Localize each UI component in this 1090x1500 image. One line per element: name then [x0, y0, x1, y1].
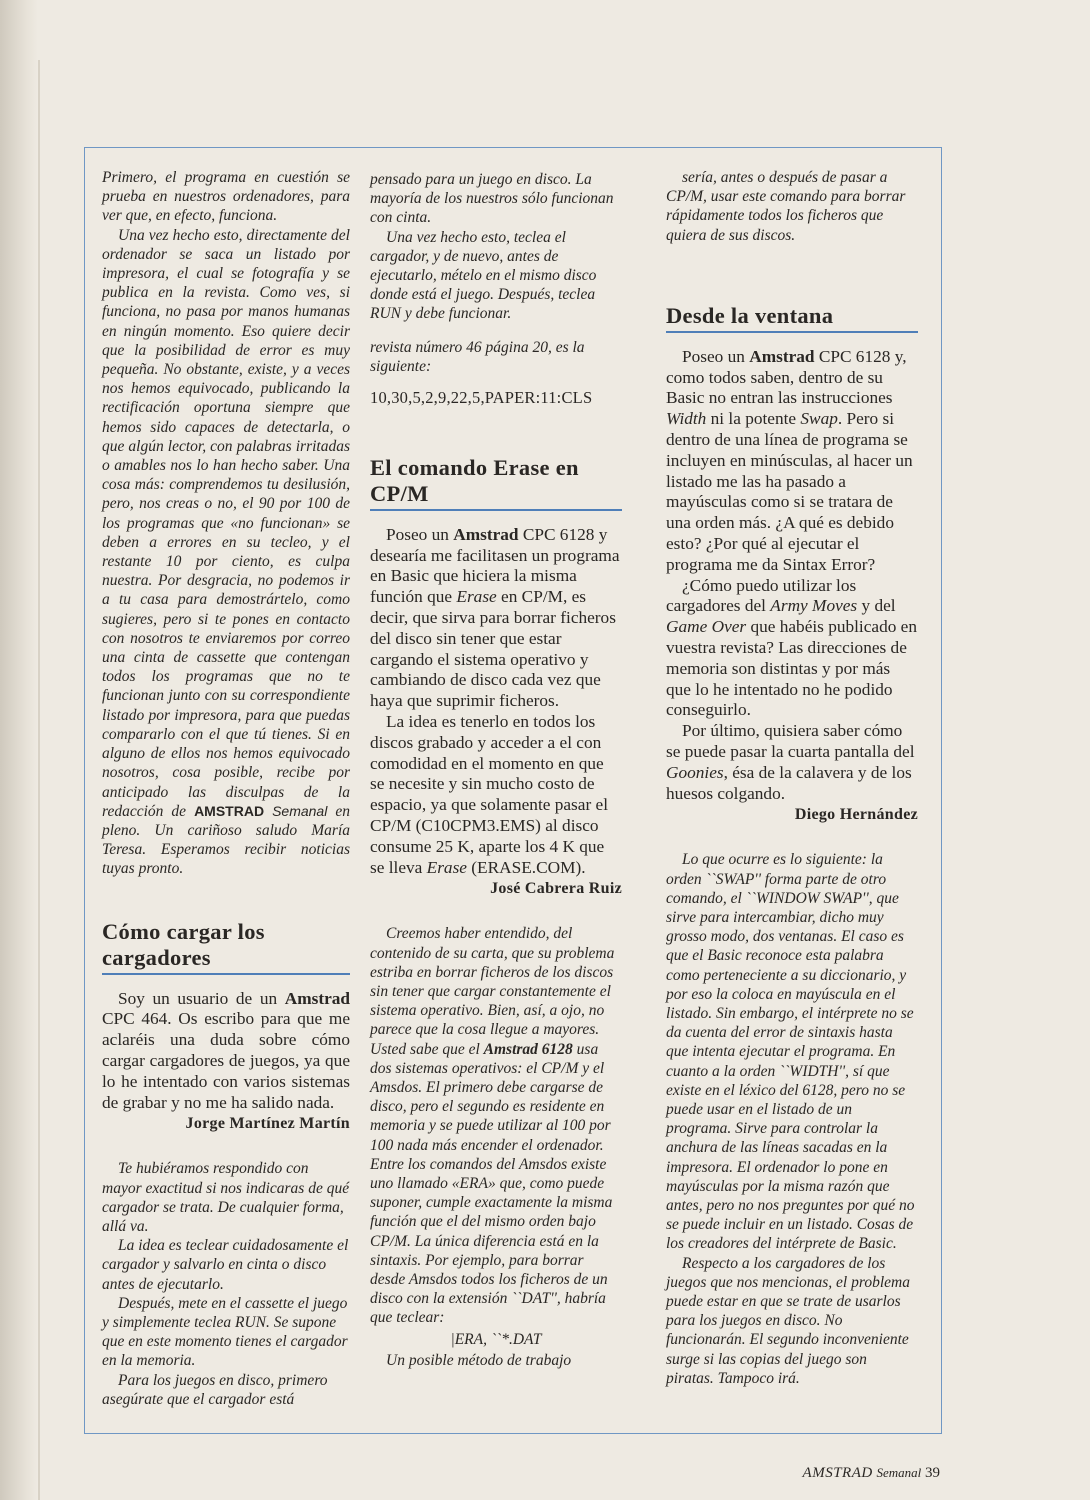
section-title-cargadores: Cómo cargar los cargadores — [102, 919, 350, 975]
reply-paragraph: Creemos haber entendido, del contenido de su carta, que su problema estriba en borrar ficheros de los discos sin tener que cargar constantemente el sistema operativo. Bien, así, a ojo, no parece que la cosa llegue a mayores. Usted sabe que el Amstrad 6128 usa dos sistemas operativos: el CP/M y el Amsdos. El primero debe cargarse de disco, pero el segundo es residente en memoria y se puede utilizar al 100 por 100 nada más encender el ordenador. Entre los comandos del Amsdos existe uno llamado «ERA» que, como puede suponer, cumple exactamente la misma función que el del mismo orden bajo CP/M. La única diferencia está en la sintaxis. Por ejemplo, para borrar desde Amsdos todos los ficheros de un disco con la extensión ``DAT'', habría que teclear: — [370, 925, 615, 1327]
page-footer — [803, 1465, 940, 1482]
magazine-name-semanal: Semanal — [272, 802, 328, 819]
section-title-ventana: Desde la ventana — [666, 303, 918, 333]
revista-note: revista número 46 página 20, es la siguiente: — [370, 338, 585, 375]
command-line: |ERA, ``*.DAT — [450, 1330, 542, 1348]
letter-paragraph: Por último, quisiera saber cómo se puede pasar la cuarta pantalla del Goonies, ésa de la calavera y de los huesos colgando. — [666, 721, 915, 803]
reply-paragraph: Lo que ocurre es lo siguiente: la orden ``SWAP'' forma parte de otro comando, el ``WINDOW SWAP'', que sirve para intercambiar, dicho muy grosso modo, dos ventanas. El caso es que el Basic reconoce esta palabra como perteneciente a su diccionario, y por eso la coloca en mayúscula en el listado. Sin embargo, el intérprete no se da cuenta del error de sintaxis hasta que intenta ejecutar el programa. En cuanto a la orden ``WIDTH'', sí que existe en el léxico del 6128, pero no se puede usar en el listado de un programa. Sirve para controlar la anchura de las líneas sacadas en la impresora. El ordenador lo pone en mayúsculas por la misma razón que antes, pero no nos preguntes por qué no se puede incluir en un listado. Cosas de los creadores del intérprete de Basic. — [666, 851, 915, 1253]
reply-paragraph: La idea es teclear cuidadosamente el cargador y salvarlo en cinta o disco antes de ejecutarlo. — [102, 1237, 349, 1293]
reply-block — [102, 1159, 350, 1409]
footer-section: Semanal — [876, 1465, 922, 1480]
spine-fold-line — [38, 60, 40, 1500]
letter-paragraph: Soy un usuario de un Amstrad CPC 464. Os escribo para que me aclaréis una duda sobre cómo cargar cargadores de juegos, ya que lo he intentado con varios sistemas de grabar y no me ha salido nada. — [102, 988, 351, 1112]
column-1 — [102, 168, 350, 1409]
footer-brand: AMSTRAD — [802, 1465, 873, 1481]
column-3 — [666, 168, 918, 1388]
magazine-spine-shadow — [0, 0, 38, 1500]
magazine-name-amstrad: AMSTRAD — [194, 802, 265, 819]
letter-paragraph: Poseo un Amstrad CPC 6128 y desearía me facilitasen un programa en Basic que hiciera la misma función que Erase en CP/M, es decir, que sirva para borrar ficheros del disco sin tener que estar cargando el sistema operativo y cambiando de disco cada vez que haya que suprimir ficheros. — [370, 524, 620, 711]
section-title-erase: El comando Erase en CP/M — [370, 455, 622, 511]
reply-paragraph: Primero, el programa en cuestión se prueba en nuestros ordenadores, para ver que, en efecto, funciona. — [102, 169, 350, 225]
reply-paragraph: Después, mete en el cassette el juego y simplemente teclea RUN. Se supone que en este momento tienes el cargador en la memoria. — [102, 1294, 348, 1370]
reply-block — [666, 850, 918, 1388]
reply-block — [370, 924, 622, 1370]
reply-paragraph: Un posible método de trabajo — [386, 1351, 572, 1369]
code-line: 10,30,5,2,9,22,5,PAPER:11:CLS — [370, 388, 593, 408]
letter-paragraph: Poseo un Amstrad CPC 6128 y, como todos saben, dentro de su Basic no entran las instrucciones Width ni la potente Swap. Pero si dentro de una línea de programa se incluyen en minúsculas, al hacer un listado me las ha pasado a mayúsculas como si se tratara de una orden más. ¿A qué es debido esto? ¿Por qué al ejecutar el programa me da Sintax Error? — [666, 346, 913, 574]
reply-paragraph: pensado para un juego en disco. La mayoría de los nuestros sólo funcionan con cinta. — [370, 171, 614, 227]
reply-paragraph: Respecto a los cargadores de los juegos que nos mencionas, el problema puede estar en que se trate de usarlos para los juegos en disco. No funcionarán. El segundo inconveniente surge si las copias del juego son piratas. Tampoco irá. — [666, 1254, 910, 1387]
letter-signature: José Cabrera Ruiz — [490, 880, 622, 898]
reply-paragraph: Para los juegos en disco, primero asegúrate que el cargador está — [102, 1371, 328, 1408]
reply-paragraph: Una vez hecho esto, teclea el cargador, y de nuevo, antes de ejecutarlo, mételo en el mismo disco donde está el juego. Después, teclea RUN y debe funcionar. — [370, 228, 597, 323]
page-number: 39 — [925, 1465, 940, 1481]
letter-signature: Diego Hernández — [794, 806, 918, 824]
letter-signature: Jorge Martínez Martín — [185, 1115, 350, 1133]
reply-paragraph: Una vez hecho esto, directamente del ordenador se saca un listado por impresora, el cual se fotografía y se publica en la revista. Como ves, si funciona, no pasa por manos humanas en ningún momento. Eso quiere decir que la posibilidad de error es muy pequeña. No obstante, existe, y a veces nos hemos equivocado, publicando la rectificación oportuna siempre que hemos sido capaces de detectarla, o que algún lector, con palabras irritadas o amables nos lo han hecho saber. Una cosa más: comprendemos tu desilusión, pero, nos creas o no, el 90 por 100 de los programas que «no funcionan» se deben a errores en su tecleo, y el restante 10 por ciento, es culpa nuestra. Por desgracia, no podemos ir a tu casa para demostrártelo, como sugieres, pero si te pones en contacto con nosotros te enviaremos por correo una cinta de cassette que contengan todos los programas que no te funcionan junto con su correspondiente listado por impresora, para que puedas compararlo con el que tú tienes. Si en alguno de ellos nos hemos equivocado nosotros, cosa posible, recibe por anticipado las disculpas de la redacción de AMSTRAD Semanal en pleno. Un cariñoso saludo María Teresa. Esperamos recibir noticias tuyas pronto. — [102, 226, 350, 878]
reply-paragraph: sería, antes o después de pasar a CP/M, usar este comando para borrar rápidamente todos los ficheros que quiera de sus discos. — [666, 169, 906, 244]
letter-paragraph: La idea es tenerlo en todos los discos grabado y acceder a el con comodidad en el momento en que se necesite y sin mucho costo de espacio, ya que solamente pasar el CP/M (C10CPM3.EMS) al disco consume 25 K, aparte los 4 K que se lleva Erase (ERASE.COM). — [370, 712, 608, 877]
letter-paragraph: ¿Cómo puedo utilizar los cargadores del Army Moves y del Game Over que habéis publicado en vuestra revista? Las direcciones de memoria son distintas y por más que lo he intentado no he podido conseguirlo. — [666, 575, 917, 720]
reply-paragraph: Te hubiéramos respondido con mayor exactitud si nos indicaras de qué cargador se trata. De cualquier forma, allá va. — [102, 1160, 350, 1235]
column-2 — [370, 170, 622, 1370]
